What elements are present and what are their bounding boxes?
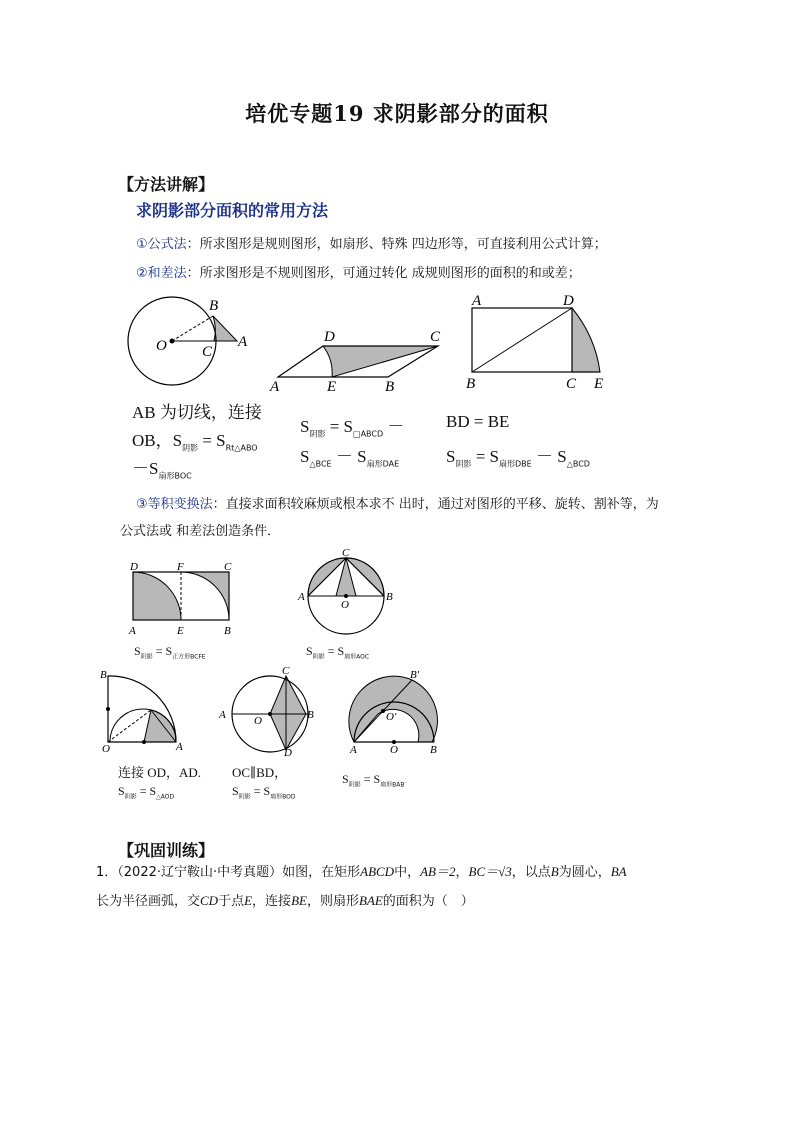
fig6-label-o: O xyxy=(102,743,110,754)
fig1-center-dot xyxy=(170,339,175,344)
fig4-shaded-right xyxy=(181,572,229,620)
fig2-label-c: C xyxy=(430,329,441,345)
fig4-label-d: D xyxy=(130,561,138,573)
method2-text: ：所求图形是不规则图形，可通过转化 成规则图形的面积的和或差； xyxy=(186,266,581,281)
fig7-formula: $S_{阴影} = S_{扇形BOD}$ xyxy=(232,784,296,801)
method3-text2: 公式法或 和差法创造条件． xyxy=(120,524,281,539)
fig4-shaded-left xyxy=(133,572,181,620)
fig5-label-o: O xyxy=(341,599,349,611)
question-1-line2: 长为半径画弧，交CD于点E，连接BE，则扇形BAE的面积为（ ） xyxy=(96,893,474,909)
fig3-diagonal-bd xyxy=(472,308,572,372)
question-1 xyxy=(96,858,716,916)
practice-heading: 【巩固训练】 xyxy=(118,841,215,860)
figure-rectangle-arc xyxy=(462,290,612,392)
fig6-shaded-region xyxy=(144,710,176,742)
method1-text: ：所求图形是规则图形，如扇形、特殊 四边形等，可直接利用公式计算； xyxy=(186,237,607,252)
fig7-shaded-region xyxy=(270,676,306,750)
fig7-label-c: C xyxy=(282,665,290,677)
fig5-label-b: B xyxy=(386,591,393,603)
fig1-label-o: O xyxy=(156,338,167,354)
fig6-dot2 xyxy=(142,740,146,744)
fig8-label-a: A xyxy=(350,744,357,756)
fig8-center-o-prime xyxy=(381,709,385,713)
fig4-label-b: B xyxy=(224,625,231,637)
fig1-note2: OB，$S_{阴影} = S_{Rt\triangle ABO}$ xyxy=(132,431,258,453)
fig7-note: OC∥BD， xyxy=(232,765,288,780)
fig6-label-a: A xyxy=(176,741,183,753)
fig3-shaded-region xyxy=(572,308,600,372)
fig2-label-b: B xyxy=(385,379,395,393)
method-heading: 【方法讲解】 xyxy=(118,175,215,194)
fig7-center-dot xyxy=(268,712,272,716)
fig1-radius-ob xyxy=(172,316,213,341)
figure-circle-tangent xyxy=(124,290,254,390)
fig1-note1: AB 为切线，连接 xyxy=(132,403,262,422)
fig4-formula: $S_{阴影} = S_{正方形BCFE}$ xyxy=(134,644,206,661)
fig2-label-d: D xyxy=(324,329,335,345)
figure-parallelogram xyxy=(266,325,451,393)
method1-line xyxy=(136,233,607,252)
fig2-label-a: A xyxy=(270,379,280,393)
fig3-label-c: C xyxy=(566,376,577,392)
method1-label: ①公式法 xyxy=(136,237,187,252)
page-title: 培优专题19 求阴影部分的面积 xyxy=(245,101,549,126)
figure-quarter-semicircle xyxy=(96,664,196,754)
fig8-label-bprime: B′ xyxy=(410,669,420,681)
fig3-label-b: B xyxy=(466,376,476,392)
fig3-label-e: E xyxy=(594,376,604,392)
fig4-label-c: C xyxy=(224,561,232,573)
fig2-formula2: $S_{\triangle BCE} - S_{扇形DAE}$ xyxy=(300,447,400,469)
method3-label: ③等积变换法 xyxy=(136,497,213,512)
fig1-label-a: A xyxy=(238,334,248,350)
fig6-note: 连接 OD，AD. xyxy=(118,765,202,780)
fig4-label-f: F xyxy=(177,561,184,573)
fig7-label-o: O xyxy=(254,715,262,727)
fig1-label-b: B xyxy=(209,298,219,314)
fig8-formula: $S_{阴影} = S_{扇形BAB'}$ xyxy=(342,772,406,789)
fig5-formula: $S_{阴影} = S_{扇形AOC}$ xyxy=(306,644,370,661)
method3-text: ：直接求面积较麻烦或根本求不 出时，通过对图形的平移、旋转、割补等，为 xyxy=(212,497,659,512)
fig3-formula2: $S_{阴影} = S_{扇形DBE} - S_{\triangle BCD}$ xyxy=(446,447,590,469)
method-subtitle: 求阴影部分面积的常用方法 xyxy=(136,201,329,220)
fig2-label-e: E xyxy=(327,379,337,393)
fig4-label-e: E xyxy=(177,625,184,637)
method2-label: ②和差法 xyxy=(136,266,187,281)
fig8-label-oprime: O′ xyxy=(386,711,397,723)
fig1-shaded-region xyxy=(213,316,237,341)
fig8-shaded-region xyxy=(349,676,438,742)
fig7-label-d: D xyxy=(284,747,292,756)
question-1-line1: 1．（2022·辽宁鞍山·中考真题）如图，在矩形ABCD中，AB＝2，BC＝√3，以点B为圆心，BA xyxy=(96,864,627,880)
fig1-label-c: C xyxy=(202,344,213,360)
fig7-label-a: A xyxy=(219,709,226,721)
method2-line xyxy=(136,262,581,281)
fig5-label-a: A xyxy=(298,591,305,603)
figure-two-quarter-arcs xyxy=(124,560,240,640)
fig2-formula1: $S_{阴影} = S_{□ABCD}$ － xyxy=(300,417,405,439)
fig3-formula1: BD = BE xyxy=(446,412,510,431)
fig7-label-b: B xyxy=(307,709,314,721)
fig6-formula: $S_{阴影} = S_{\triangle AOD}$ xyxy=(118,784,175,801)
fig3-label-a: A xyxy=(472,293,482,309)
fig8-label-o: O xyxy=(390,744,398,756)
method3-line xyxy=(136,493,659,512)
fig4-label-a: A xyxy=(129,625,136,637)
fig5-center-dot xyxy=(344,594,348,598)
fig8-label-b: B xyxy=(430,744,437,756)
fig2-shaded-region xyxy=(323,346,438,377)
figure-circle-kite xyxy=(214,664,318,756)
figure-circle-triangle xyxy=(296,546,400,646)
fig6-label-b: B xyxy=(100,669,107,681)
fig3-label-d: D xyxy=(563,293,574,309)
fig6-dot xyxy=(106,707,110,711)
fig5-label-c: C xyxy=(342,547,350,559)
figure-semicircle-rotation xyxy=(338,664,446,756)
fig1-note3: $-S_{扇形BOC}$ xyxy=(132,459,192,481)
